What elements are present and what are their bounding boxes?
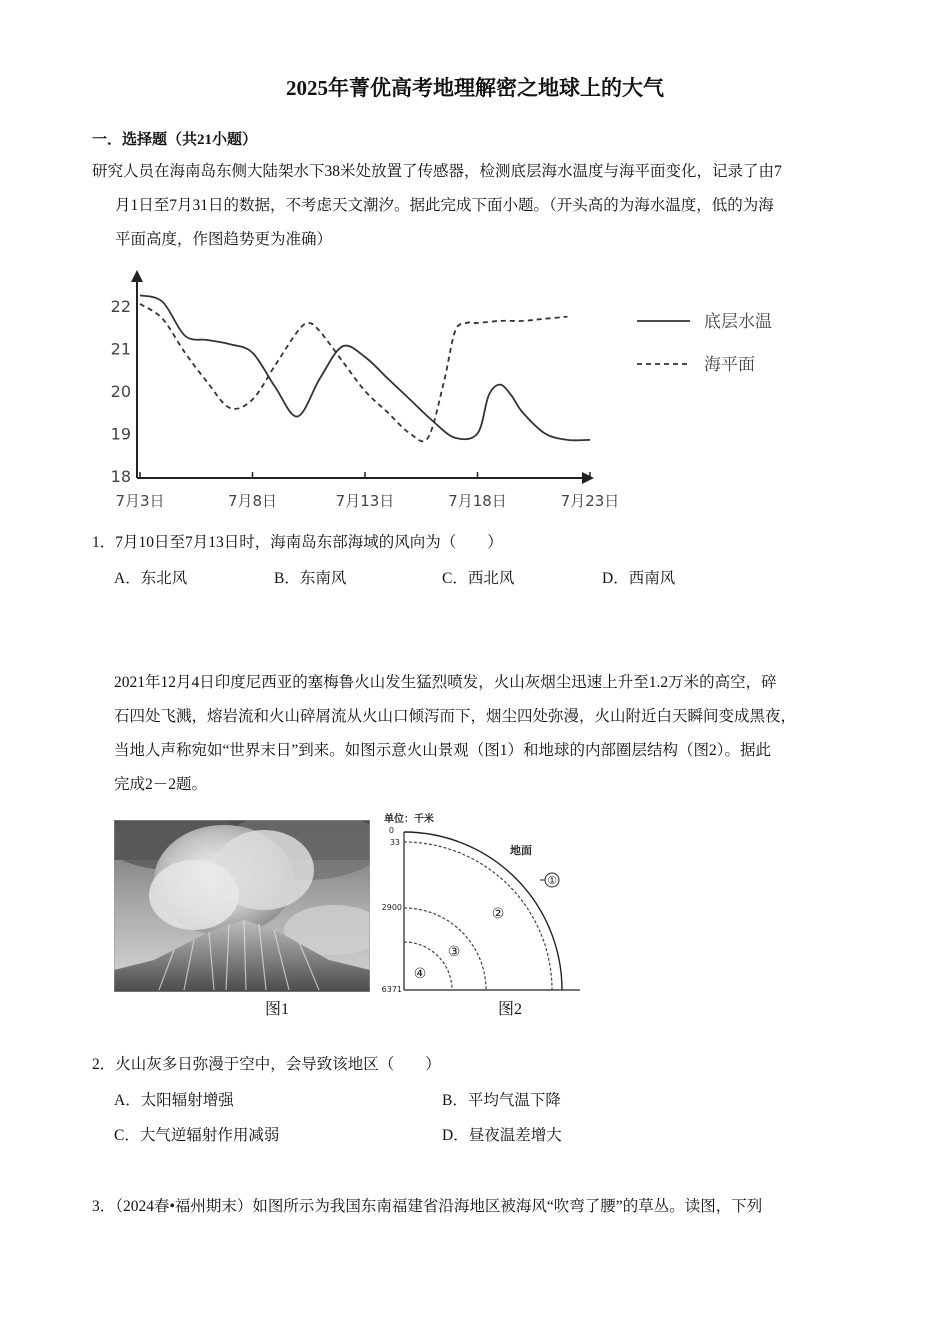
- q1-option-d[interactable]: D．西南风: [602, 570, 676, 587]
- x-axis-arrow: [582, 472, 594, 484]
- volcano-photo: [114, 820, 370, 992]
- q2-option-b[interactable]: B．平均气温下降: [442, 1092, 561, 1109]
- intro2-line1: 2021年12月4日印度尼西亚的塞梅鲁火山发生猛烈喷发，火山灰烟尘迅速上升至1.2万米的高空，碎: [114, 674, 777, 691]
- layer-4-label: ④: [413, 966, 427, 982]
- x-tick-label: 7月8日: [227, 492, 278, 510]
- y-axis-arrow: [131, 270, 143, 282]
- page-title: 2025年菁优高考地理解密之地球上的大气: [286, 76, 664, 100]
- x-tick-label: 7月13日: [335, 492, 395, 510]
- x-tick-label: 7月3日: [115, 492, 165, 510]
- series-line-sea-level: [140, 304, 568, 442]
- q1-option-c[interactable]: C．西北风: [442, 570, 515, 587]
- figure-2-caption: 图2: [498, 1001, 523, 1018]
- q2-option-c[interactable]: C．大气逆辐射作用减弱: [114, 1127, 280, 1144]
- legend-label: 海平面: [704, 355, 755, 375]
- depth-label-2900: 2900: [381, 903, 402, 912]
- intro2-line4: 完成2－2题。: [114, 776, 208, 793]
- intro1-line1: 研究人员在海南岛东侧大陆架水下38米处放置了传感器，检测底层海水温度与海平面变化，记录了由7: [92, 163, 782, 180]
- x-tick-label: 7月23日: [560, 492, 620, 510]
- chart-series: [140, 295, 590, 441]
- y-tick-label: 22: [110, 297, 131, 316]
- intro1-line3: 平面高度，作图趋势更为准确）: [115, 231, 333, 248]
- chart-legend: [637, 312, 772, 375]
- earth-interior-diagram: [380, 810, 590, 995]
- question-1-stem: 1．7月10日至7月13日时，海南岛东部海域的风向为（ ）: [92, 534, 503, 551]
- q2-option-a[interactable]: A．太阳辐射增强: [114, 1092, 234, 1109]
- fig2-ground-label: 地面: [510, 844, 532, 857]
- layer-3-label: ③: [447, 944, 461, 960]
- figure-1-caption: 图1: [265, 1001, 290, 1018]
- intro1-line2: 月1日至7月31日的数据，不考虑天文潮汐。据此完成下面小题。（开头高的为海水温度，低的为海: [115, 197, 774, 214]
- legend-label: 底层水温: [704, 312, 772, 332]
- q1-option-a[interactable]: A．东北风: [114, 570, 188, 587]
- series-line-bottom-water-temp: [140, 295, 590, 440]
- intro-paragraph-2: [114, 666, 862, 802]
- chart-axes: [111, 270, 620, 510]
- intro-paragraph-1: [92, 155, 860, 257]
- y-tick-label: 19: [110, 424, 131, 444]
- depth-label-0: 0: [388, 826, 394, 835]
- y-tick-label: 21: [110, 339, 131, 359]
- intro2-line2: 石四处飞溅，熔岩流和火山碎屑流从火山口倾泻而下，烟尘四处弥漫，火山附近白天瞬间变成黑夜，: [114, 708, 797, 725]
- layer-1-label: ①: [547, 874, 557, 887]
- fig2-unit-label: 单位：千米: [384, 814, 434, 825]
- layer-2-label: ②: [491, 906, 505, 922]
- x-tick-label: 7月18日: [448, 492, 507, 510]
- depth-label-33: 33: [389, 838, 400, 847]
- question-3-stem: 3．（2024春•福州期末）如图所示为我国东南福建省沿海地区被海风“吹弯了腰”的草丛。读图，下列: [92, 1198, 763, 1215]
- question-2-stem: 2．火山灰多日弥漫于空中，会导致该地区（ ）: [92, 1056, 441, 1073]
- temperature-sea-level-chart: [100, 262, 800, 522]
- q1-option-b[interactable]: B．东南风: [274, 570, 347, 587]
- depth-label-6371: 6371: [381, 985, 402, 994]
- y-tick-label: 18: [110, 467, 131, 486]
- y-tick-label: 20: [110, 382, 131, 401]
- q2-option-d[interactable]: D．昼夜温差增大: [442, 1127, 562, 1144]
- intro2-line3: 当地人声称宛如“世界末日”到来。如图示意火山景观（图1）和地球的内部圈层结构（图2）。据此: [114, 742, 772, 759]
- section-heading: 一．选择题（共21小题）: [92, 132, 258, 148]
